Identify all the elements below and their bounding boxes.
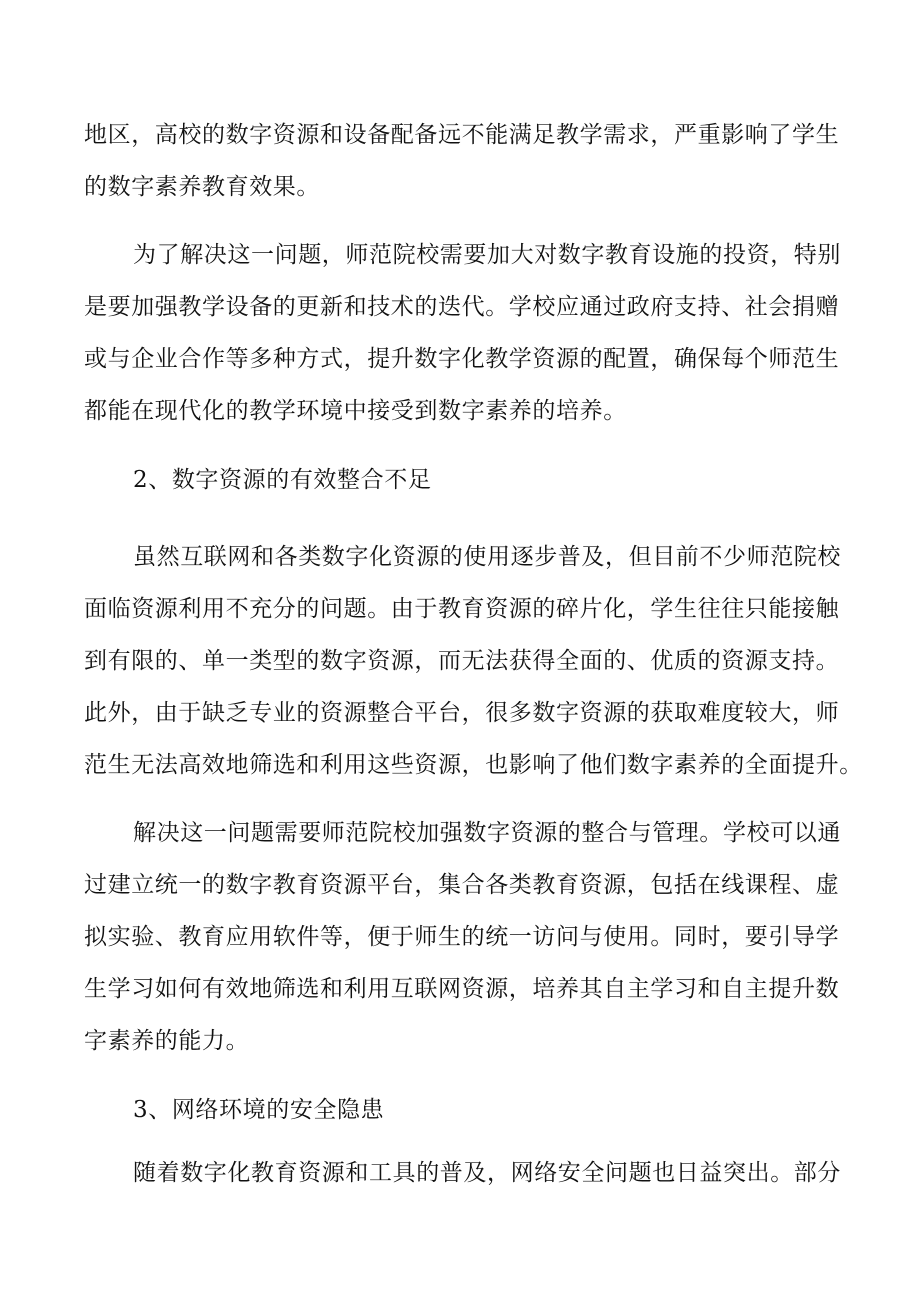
para-4-line-2: 过建立统一的数字教育资源平台，集合各类教育资源，包括在线课程、虚 <box>84 872 840 898</box>
section-heading-3: 3、网络环境的安全隐患 <box>133 1097 385 1123</box>
para-1-line-1: 地区，高校的数字资源和设备配备远不能满足教学需求，严重影响了学生 <box>84 122 840 148</box>
section-heading-2: 2、数字资源的有效整合不足 <box>133 467 432 493</box>
para-2-line-1: 为了解决这一问题，师范院校需要加大对数字教育设施的投资，特别 <box>133 242 841 268</box>
para-4-line-3: 拟实验、教育应用软件等，便于师生的统一访问与使用。同时，要引导学 <box>84 924 840 950</box>
para-3-line-2: 面临资源利用不充分的问题。由于教育资源的碎片化，学生往往只能接触 <box>84 596 840 622</box>
para-4-line-4: 生学习如何有效地筛选和利用互联网资源，培养其自主学习和自主提升数 <box>84 976 840 1002</box>
para-2-line-3: 或与企业合作等多种方式，提升数字化教学资源的配置，确保每个师范生 <box>84 346 840 372</box>
para-3-line-5: 范生无法高效地筛选和利用这些资源，也影响了他们数字素养的全面提升。 <box>84 752 863 778</box>
para-5-line-1: 随着数字化教育资源和工具的普及，网络安全问题也日益突出。部分 <box>133 1160 841 1186</box>
para-2-line-2: 是要加强教学设备的更新和技术的迭代。学校应通过政府支持、社会捐赠 <box>84 294 840 320</box>
para-4-line-1: 解决这一问题需要师范院校加强数字资源的整合与管理。学校可以通 <box>133 820 841 846</box>
para-2-line-4: 都能在现代化的教学环境中接受到数字素养的培养。 <box>84 398 627 424</box>
para-3-line-3: 到有限的、单一类型的数字资源，而无法获得全面的、优质的资源支持。 <box>84 648 840 674</box>
para-3-line-4: 此外，由于缺乏专业的资源整合平台，很多数字资源的获取难度较大，师 <box>84 700 840 726</box>
para-3-line-1: 虽然互联网和各类数字化资源的使用逐步普及，但目前不少师范院校 <box>133 544 841 570</box>
para-4-line-5: 字素养的能力。 <box>84 1028 250 1054</box>
para-1-line-2: 的数字素养教育效果。 <box>84 174 320 200</box>
